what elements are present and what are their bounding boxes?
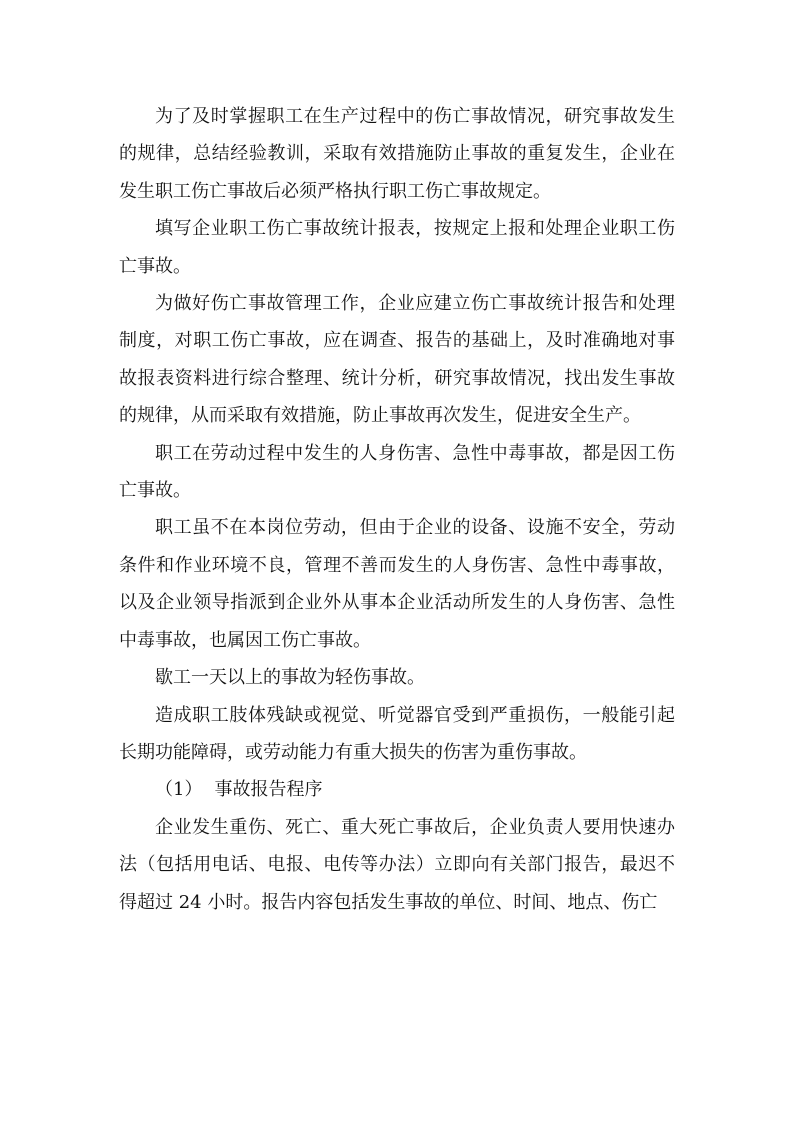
paragraph-reporting-procedure: 企业发生重伤、死亡、重大死亡事故后，企业负责人要用快速办法（包括用电话、电报、电传等办法）立即向有关部门报告，最迟不得超过 24 小时。报告内容包括发生事故的单位、时间、地点、伤亡 bbox=[119, 816, 675, 913]
paragraph-off-post-accident: 职工虽不在本岗位劳动，但由于企业的设备、设施不安全，劳动条件和作业环境不良，管理不善而发生的人身伤害、急性中毒事故，以及企业领导指派到企业外从事本企业活动所发生的人身伤害、急性中毒事故，也属因工伤亡事故。 bbox=[119, 517, 675, 651]
section-number: （1） bbox=[155, 779, 203, 801]
section-title: 事故报告程序 bbox=[214, 779, 323, 801]
paragraph-minor-injury: 歇工一天以上的事故为轻伤事故。 bbox=[155, 667, 425, 689]
paragraph-statistics-report: 填写企业职工伤亡事故统计报表，按规定上报和处理企业职工伤亡事故。 bbox=[119, 218, 675, 277]
section-heading bbox=[119, 771, 675, 808]
document-body bbox=[119, 98, 675, 921]
paragraph-purpose: 为了及时掌握职工在生产过程中的伤亡事故情况，研究事故发生的规律，总结经验教训，采取有效措施防止事故的重复发生，企业在发生职工伤亡事故后必须严格执行职工伤亡事故规定。 bbox=[119, 106, 675, 202]
paragraph-serious-injury: 造成职工肢体残缺或视觉、听觉器官受到严重损伤，一般能引起长期功能障碍，或劳动能力有重大损失的伤害为重伤事故。 bbox=[119, 704, 675, 763]
paragraph-management-system: 为做好伤亡事故管理工作，企业应建立伤亡事故统计报告和处理制度，对职工伤亡事故，应在调查、报告的基础上，及时准确地对事故报表资料进行综合整理、统计分析，研究事故情况，找出发生事故的规律，从而采取有效措施，防止事故再次发生，促进安全生产。 bbox=[119, 293, 675, 427]
paragraph-work-accident-definition: 职工在劳动过程中发生的人身伤害、急性中毒事故，都是因工伤亡事故。 bbox=[119, 442, 675, 502]
